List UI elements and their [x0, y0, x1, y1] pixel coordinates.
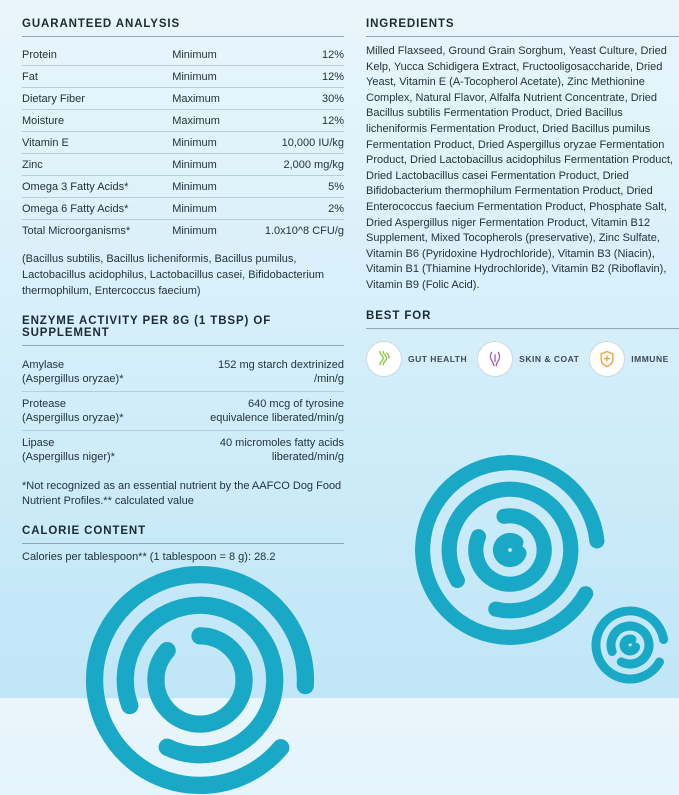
enzyme-name-cell: [22, 431, 189, 470]
badge-immune: [589, 341, 668, 377]
enzyme-value-line1: 640 mcg of tyrosine: [248, 398, 344, 410]
badge-label: GUT HEALTH: [408, 353, 468, 364]
nutrient-name: Omega 3 Fatty Acids*: [22, 176, 172, 198]
skin-coat-icon: [477, 341, 513, 377]
calorie-content-text: Calories per tablespoon** (1 tablespoon = 8 g): 28.2: [22, 551, 276, 563]
guaranteed-analysis-footnote: (Bacillus subtilis, Bacillus licheniformis, Bacillus pumilus, Lactobacillus acidophilus, Lactobacillus casei, Bifidobacterium thermophilum, Entercoccus faecium): [22, 253, 325, 297]
section-divider: [22, 543, 344, 544]
table-row: [22, 176, 344, 198]
nutrient-qualifier: Maximum: [172, 88, 265, 110]
badge-label: IMMUNE: [631, 353, 669, 364]
guaranteed-analysis-table: [22, 44, 344, 241]
enzyme-source: (Aspergillus niger)*: [22, 451, 115, 463]
enzyme-activity-title: ENZYME ACTIVITY PER 8G (1 TBSP) OF SUPPLEMENT: [22, 315, 272, 339]
gut-health-icon: [366, 341, 402, 377]
enzyme-name: Protease: [22, 398, 67, 410]
badge-gut-health: [366, 341, 467, 377]
nutrient-qualifier: Minimum: [172, 66, 265, 88]
enzyme-name-cell: [22, 392, 189, 431]
nutrient-qualifier: Minimum: [172, 176, 265, 198]
best-for-section: [366, 310, 679, 377]
ingredients-section: [366, 18, 679, 294]
nutrient-qualifier: Maximum: [172, 110, 265, 132]
table-row: [22, 66, 344, 88]
calorie-content-title: CALORIE CONTENT: [22, 525, 147, 537]
enzyme-name: Lipase: [22, 437, 55, 449]
table-row: [22, 220, 344, 242]
badge-skin-coat: [477, 341, 579, 377]
right-column: [366, 18, 679, 698]
table-row: [22, 392, 344, 431]
enzyme-value-cell: [189, 353, 344, 392]
best-for-title: BEST FOR: [366, 309, 432, 322]
nutrient-qualifier: Minimum: [172, 220, 265, 242]
enzyme-value-line2: equivalence liberated/min/g: [210, 412, 344, 424]
best-for-badges: [366, 341, 679, 377]
nutrient-name: Fat: [22, 66, 172, 88]
nutrient-qualifier: Minimum: [172, 198, 265, 220]
nutrient-amount: 1.0x10^8 CFU/g: [265, 220, 344, 242]
enzyme-value-cell: [189, 431, 344, 470]
enzyme-name-cell: [22, 353, 189, 392]
enzyme-disclaimer: *Not recognized as an essential nutrient by the AAFCO Dog Food Nutrient Profiles.** calculated value: [22, 480, 342, 507]
ingredients-text: Milled Flaxseed, Ground Grain Sorghum, Yeast Culture, Dried Kelp, Yucca Schidigera Extract, Fructooligosaccharide, Dried Yeast, Vitamin E (A-Tocopherol Acetate), Zinc Methionine Complex, Natural Flavor, Alfalfa Nutrient Concentrate, Dried Bacillus subtilis Fermentation Product, Dried Bacillus licheniformis Fermentation Product, Dried Bacillus pumilus Fermentation Product, Dried Aspergillus oryzae Fermentation Product, Dried Lactobacillus acidophilus Fermentation Product, Dried Lactobacillus casei Fermentation Product, Dried Bifidobacterium thermophilum Fermentation Product, Dried Enterococcus faecium Fermentation Product, Phosphate Salt, Dried Aspergillus niger Fermentation Product, Vitamin B12 Supplement, Mixed Tocopherols (preservative), Zinc Sulfate, Vitamin B6 (Pyridoxine Hydrochloride), Vitamin B3 (Niacin), Vitamin B1 (Thiamine Hydrochloride), Vitamin B2 (Riboflavin), Vitamin B9 (Folic Acid).: [366, 45, 673, 291]
table-row: [22, 198, 344, 220]
calorie-content-section: [22, 525, 344, 563]
nutrient-name: Protein: [22, 48, 57, 61]
enzyme-activity-section: [22, 315, 344, 509]
badge-label: SKIN & COAT: [519, 353, 580, 364]
section-divider: [366, 36, 679, 37]
enzyme-value-line1: 40 micromoles fatty acids: [219, 437, 344, 449]
section-divider: [366, 328, 679, 329]
nutrient-name: Zinc: [22, 154, 172, 176]
table-row: [22, 154, 344, 176]
enzyme-value-cell: [189, 392, 344, 431]
section-divider: [22, 345, 344, 346]
enzyme-value-line1: 152 mg starch dextrinized: [218, 359, 344, 371]
nutrient-amount: 2,000 mg/kg: [265, 154, 344, 176]
nutrient-amount: 2%: [265, 198, 344, 220]
enzyme-source: (Aspergillus oryzae)*: [22, 412, 124, 424]
ingredients-title: INGREDIENTS: [366, 18, 455, 30]
left-column: [22, 18, 344, 698]
nutrient-amount: 30%: [265, 88, 344, 110]
enzyme-value-line2: /min/g: [314, 373, 344, 385]
table-row: [22, 88, 344, 110]
nutrient-qualifier: Minimum: [172, 154, 265, 176]
nutrient-name: Vitamin E: [22, 132, 172, 154]
nutrient-amount: 5%: [265, 176, 344, 198]
enzyme-activity-table: [22, 353, 344, 469]
table-row: [22, 110, 344, 132]
table-row: [22, 431, 344, 470]
table-row: [22, 132, 344, 154]
nutrient-name: Total Microorganisms*: [22, 220, 172, 242]
nutrient-name: Dietary Fiber: [22, 88, 172, 110]
guaranteed-analysis-section: [22, 18, 344, 299]
table-row: [22, 353, 344, 392]
nutrient-amount: 12%: [321, 48, 344, 61]
enzyme-source: (Aspergillus oryzae)*: [22, 373, 124, 385]
enzyme-value-line2: liberated/min/g: [271, 451, 344, 463]
enzyme-name: Amylase: [22, 359, 65, 371]
nutrient-name: Moisture: [22, 110, 172, 132]
nutrient-qualifier: Minimum: [172, 48, 217, 61]
table-row: [22, 44, 344, 66]
immune-shield-icon: [589, 341, 625, 377]
nutrient-amount: 12%: [265, 66, 344, 88]
nutrient-qualifier: Minimum: [172, 132, 265, 154]
nutrient-amount: 10,000 IU/kg: [265, 132, 344, 154]
guaranteed-analysis-title: GUARANTEED ANALYSIS: [22, 18, 181, 30]
nutrient-name: Omega 6 Fatty Acids*: [22, 198, 172, 220]
nutrient-amount: 12%: [265, 110, 344, 132]
section-divider: [22, 36, 344, 37]
